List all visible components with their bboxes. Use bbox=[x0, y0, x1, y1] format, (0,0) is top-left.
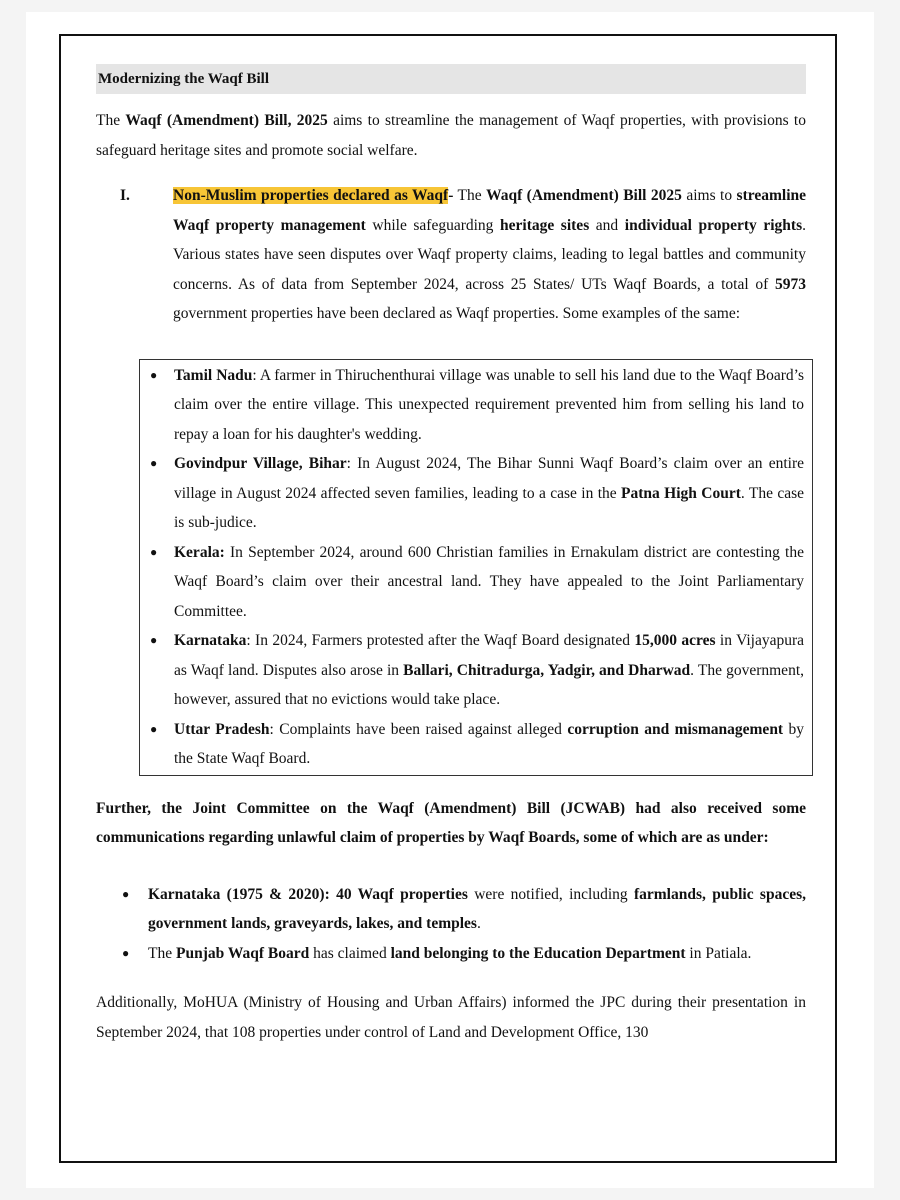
bullet-icon: ● bbox=[150, 721, 158, 736]
list-item-karnataka bbox=[148, 626, 804, 715]
intro-paragraph bbox=[96, 106, 806, 165]
board-name: Punjab Waqf Board bbox=[175, 944, 310, 962]
claim-text: were notified, including bbox=[467, 885, 634, 903]
state-name: Tamil Nadu bbox=[174, 366, 253, 384]
state-name: Kerala: bbox=[174, 543, 225, 561]
bullet-icon: ● bbox=[150, 367, 158, 382]
further-paragraph: Further, the Joint Committee on the Waqf (Amendment) Bill (JCWAB) had also received some communications regarding unlawful claim of properties by Waqf Boards, some of which are as under: bbox=[96, 799, 806, 846]
dash: - bbox=[448, 187, 454, 204]
text: and bbox=[589, 216, 625, 234]
intro-text: The bbox=[96, 112, 126, 129]
list-item-punjab-claims bbox=[96, 939, 806, 969]
list-item-tamil-nadu bbox=[148, 361, 804, 450]
example-text: : In 2024, Farmers protested after the Waqf Board designated bbox=[246, 632, 635, 649]
bold-text: individual property rights bbox=[624, 216, 803, 234]
claim-text: The bbox=[148, 944, 176, 962]
list-item-uttar-pradesh bbox=[148, 715, 804, 774]
places: Ballari, Chitradurga, Yadgir, and Dharwad bbox=[403, 661, 691, 679]
example-text-end: by the State Waqf Board. bbox=[174, 720, 805, 767]
document-content bbox=[96, 64, 806, 1047]
claim-end: . bbox=[476, 915, 481, 932]
bullet-icon: ● bbox=[150, 456, 158, 470]
example-text: : Complaints have been raised against alleged bbox=[269, 720, 568, 738]
bullet-icon: ● bbox=[150, 633, 158, 647]
example-text: in Vijayapura as Waqf land. Disputes also arose in bbox=[174, 632, 804, 679]
example-text: : In August 2024, The Bihar Sunni Waqf Board’s claim over an entire village in August 2024 affected seven families, leading to a case in the bbox=[174, 455, 804, 502]
example-text-end: . The government, however, assured that no evictions would take place. bbox=[174, 661, 804, 708]
bill-name: Waqf (Amendment) Bill, 2025 bbox=[125, 112, 328, 129]
text: government properties have been declared as Waqf properties. Some examples of the same: bbox=[173, 305, 741, 322]
claim-end: in Patiala. bbox=[685, 944, 752, 962]
example-text-end: . The case is sub-judice. bbox=[174, 484, 804, 531]
state-name: Karnataka bbox=[174, 632, 247, 649]
list-item-karnataka-claims bbox=[96, 880, 806, 939]
text: . Various states have seen disputes over Waqf property claims, leading to legal battles and community concerns. As of data from September 2024, across 25 States/ UTs Waqf Boards, a total of bbox=[173, 216, 806, 293]
claim-text: has claimed bbox=[309, 944, 391, 962]
bullet-icon: ● bbox=[122, 886, 130, 901]
examples-box bbox=[139, 359, 813, 776]
highlighted-title: Non-Muslim properties declared as Waqf bbox=[173, 187, 449, 204]
list-item-kerala bbox=[148, 538, 804, 627]
property-count: 5973 bbox=[775, 275, 806, 293]
intro-text-end: aims to streamline the management of Waqf properties, with provisions to safeguard heritage sites and promote social welfare. bbox=[96, 112, 806, 159]
state-name: Govindpur Village, Bihar bbox=[174, 455, 347, 472]
bold-text: heritage sites bbox=[500, 216, 590, 234]
claim-detail: farmlands, public spaces, government lands, graveyards, lakes, and temples bbox=[148, 885, 806, 932]
text: The bbox=[453, 187, 487, 204]
bill-name: Waqf (Amendment) Bill 2025 bbox=[486, 187, 682, 204]
claim-detail: land belonging to the Education Department bbox=[390, 944, 686, 962]
bold-text: streamline Waqf property management bbox=[173, 187, 806, 234]
text: while safeguarding bbox=[365, 216, 501, 234]
bullet-icon: ● bbox=[150, 544, 158, 559]
allegation: corruption and mismanagement bbox=[567, 720, 784, 738]
section-i-paragraph bbox=[173, 181, 806, 329]
example-text: In September 2024, around 600 Christian families in Ernakulam district are contesting the Waqf Board’s claim over their ancestral land. They have appealed to the Joint Parliamentary Committee. bbox=[174, 543, 804, 620]
state-name: Uttar Pradesh bbox=[174, 720, 270, 738]
text: aims to bbox=[681, 187, 737, 204]
acres-value: 15,000 acres bbox=[634, 632, 716, 649]
list-item-govindpur bbox=[148, 449, 804, 538]
court-name: Patna High Court bbox=[621, 484, 741, 502]
claims-list bbox=[96, 880, 806, 969]
section-number: I. bbox=[120, 187, 130, 204]
section-heading: Modernizing the Waqf Bill bbox=[96, 64, 806, 94]
example-text: : A farmer in Thiruchenthurai village was unable to sell his land due to the Waqf Board’s claim over the entire village. This unexpected requirement prevented him from selling his land to repay a loan for his daughter's wedding. bbox=[174, 366, 804, 443]
claim-title: Karnataka (1975 & 2020): 40 Waqf properties bbox=[148, 885, 468, 903]
examples-list bbox=[148, 361, 804, 774]
section-i bbox=[96, 181, 806, 329]
bullet-icon: ● bbox=[122, 945, 130, 960]
additionally-paragraph: Additionally, MoHUA (Ministry of Housing and Urban Affairs) informed the JPC during their presentation in September 2024, that 108 properties under control of Land and Development Office, 130 bbox=[96, 994, 806, 1041]
